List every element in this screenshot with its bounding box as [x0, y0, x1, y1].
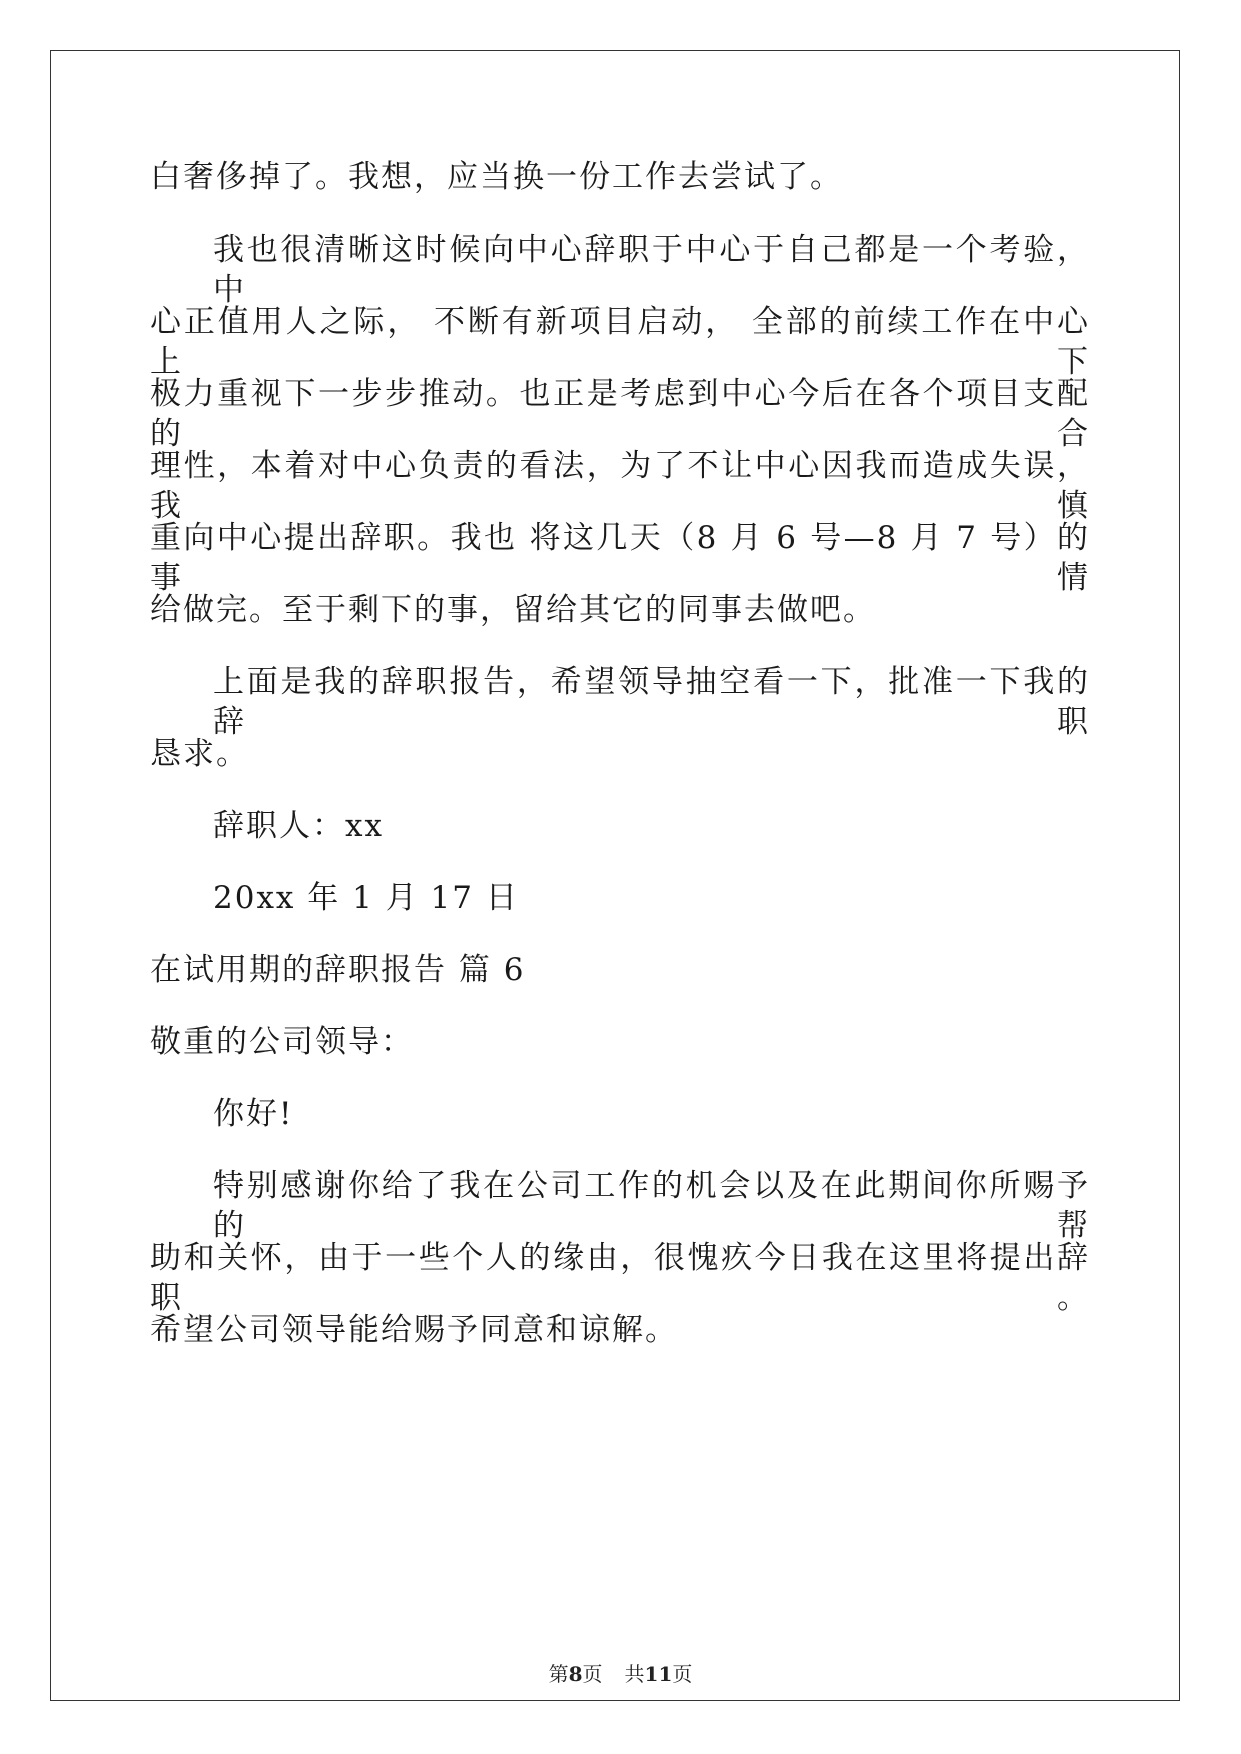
salutation: 敬重的公司领导： — [150, 1024, 414, 1060]
signature-line: 辞职人：xx — [213, 808, 384, 844]
body-line-6: 重向中心提出辞职。我也 将这几天（8 月 6 号—8 月 7 号）的事情 — [150, 520, 1090, 596]
page-current: 8 — [568, 1662, 583, 1686]
body-line-1: 白奢侈掉了。我想，应当换一份工作去尝试了。 — [150, 159, 843, 195]
body-line-17: 希望公司领导能给赐予同意和谅解。 — [150, 1312, 678, 1348]
page-total: 11 — [644, 1662, 673, 1686]
body-line-4: 极力重视下一步步推动。也正是考虑到中心今后在各个项目支配的合 — [150, 376, 1090, 452]
greeting: 你好! — [213, 1096, 294, 1132]
body-line-16: 助和关怀，由于一些个人的缘由，很愧疚今日我在这里将提出辞职。 — [150, 1240, 1090, 1316]
body-line-15: 特别感谢你给了我在公司工作的机会以及在此期间你所赐予的帮 — [213, 1168, 1090, 1244]
total-prefix: 共 — [624, 1662, 645, 1686]
page-unit: 页 — [582, 1662, 603, 1686]
total-unit: 页 — [672, 1662, 693, 1686]
date-line: 20xx 年 1 月 17 日 — [213, 880, 519, 916]
body-line-5: 理性，本着对中心负责的看法，为了不让中心因我而造成失误，我慎 — [150, 448, 1090, 524]
body-line-2: 我也很清晰这时候向中心辞职于中心于自己都是一个考验， 中 — [213, 232, 1090, 308]
body-line-8: 上面是我的辞职报告，希望领导抽空看一下，批准一下我的辞职 — [213, 664, 1090, 740]
body-line-3: 心正值用人之际， 不断有新项目启动， 全部的前续工作在中心上下 — [150, 304, 1090, 380]
body-line-9: 恳求。 — [150, 736, 249, 772]
section-heading: 在试用期的辞职报告 篇 6 — [150, 952, 526, 988]
page-footer — [0, 1662, 1241, 1686]
body-line-7: 给做完。至于剩下的事，留给其它的同事去做吧。 — [150, 592, 876, 628]
page-prefix: 第 — [548, 1662, 569, 1686]
